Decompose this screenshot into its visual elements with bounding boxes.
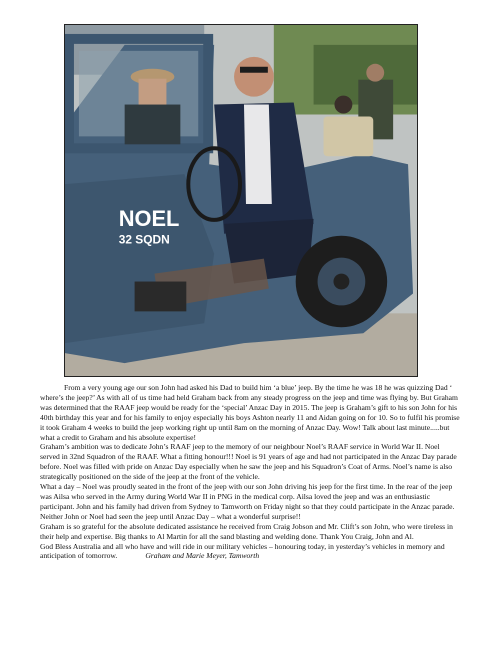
signature: Graham and Marie Meyer, Tamworth <box>145 551 260 561</box>
article-paragraph: Graham’s ambition was to dedicate John’s RAAF jeep to the memory of our neighbour Noel’s RAAF service in World War II. Noel served in 32nd Squadron of the RAAF. What a fitting honour!!! Noel is 91 years of age and had not participated in the Anzac Day parade before. Noel was filled with pride on Anzac Day especially when he saw the jeep and his Squadron’s Coat of Arms. Noel’s name is also strategically positioned on the side of the jeep at the front of the vehicle. <box>40 442 457 482</box>
article-body <box>40 383 460 561</box>
article-paragraph: What a day – Noel was proudly seated in the front of the jeep with our son John driving his jeep for the first time. In the rear of the jeep was Ailsa who served in the Army during World War II in PNG in the medical corp. Ailsa loved the jeep and was an enthusiastic participant. John and his family had driven from Sydney to Tamworth on Friday night so that they could participate in the Anzac parade. Neither John or Noel had seen the jeep until Anzac Day – what a wonderful surprise!! <box>40 482 455 521</box>
jeep-photo-illustration <box>65 25 417 376</box>
jeep-photo <box>64 24 418 377</box>
article-paragraph: Graham is so grateful for the absolute dedicated assistance he received from Craig Jobson and Mr. Clift’s son John, who were tireless in their help and expertise. Big thanks to Al Martin for all the sand blasting and welding done. Thank You Craig, John and Al. <box>40 521 453 541</box>
article-paragraph <box>40 542 460 562</box>
closing-text: God Bless Australia and all who have and will ride in our military vehicles – honouring today, in yesterday’s vehicles in memory and anticipation of tomorrow. <box>40 541 445 561</box>
article-paragraph: From a very young age our son John had asked his Dad to build him ‘a blue’ jeep. By the time he was 18 he was quizzing Dad ‘ where’s the jeep?’ As with all of us time had held Graham back from any steady progress on the jeep and time was flying by. But Graham was determined that the RAAF jeep would be ready for the ‘special’ Anzac Day in 2015. The jeep is Graham’s gift to his son John for his 40th birthday this year and for his family to enjoy especially his boys Ashton nearly 11 and Aidan going on for 10. So to fulfil his promise it took Graham 4 weeks to build the jeep working right up until 8am on the morning of Anzac Day. Wow! Talk about last minute.....but what a credit to Graham and his absolute expertise! <box>40 383 460 442</box>
jeep-squadron-plate: 32 SQDN <box>118 232 170 247</box>
jeep-name-plate: NOEL <box>118 205 180 231</box>
